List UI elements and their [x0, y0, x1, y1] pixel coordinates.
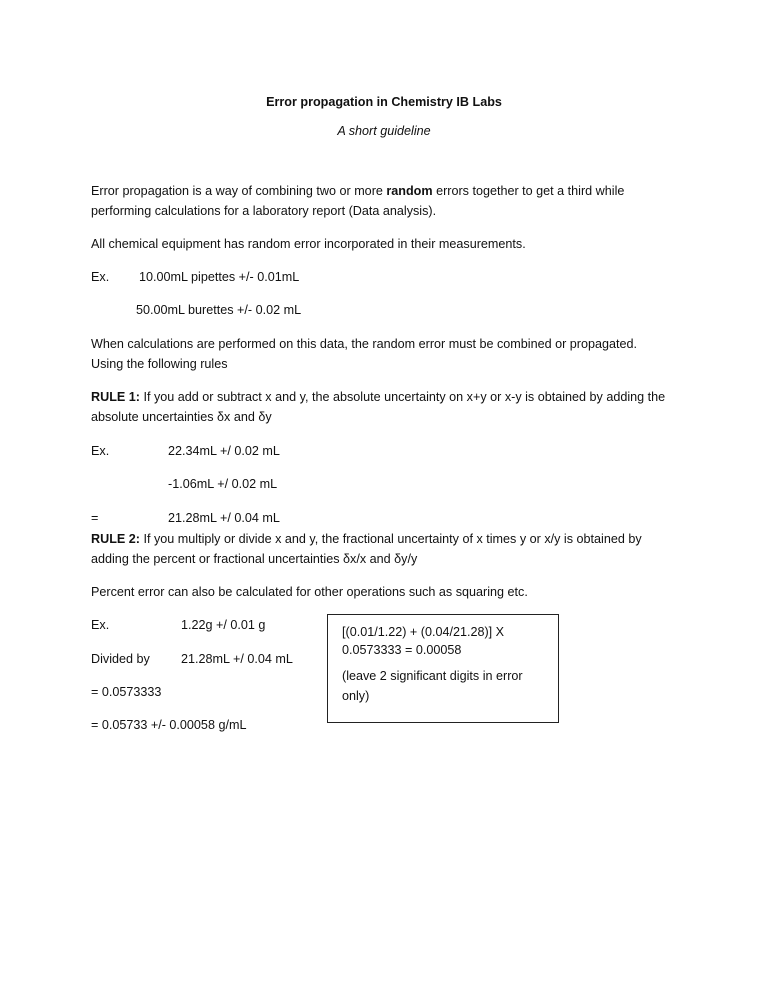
calculation-box — [327, 614, 559, 723]
percent-note: Percent error can also be calculated for other operations such as squaring etc. — [91, 585, 528, 599]
rule1-example-value-0: 22.34mL +/ 0.02 mL — [168, 444, 280, 458]
rule2-line-2: adding the percent or fractional uncertainties δx/x and δy/y — [91, 552, 418, 566]
rule2-result-raw: = 0.0573333 — [91, 685, 162, 699]
rule1-text: If you add or subtract x and y, the absolute uncertainty on x+y or x-y is obtained by adding the — [139, 390, 666, 404]
equipment-example-label: Ex. — [91, 270, 110, 284]
rule1-example-label-0: Ex. — [91, 444, 110, 458]
equipment-item-pipette: 10.00mL pipettes +/- 0.01mL — [139, 270, 300, 284]
box-line-3: (leave 2 significant digits in error — [342, 669, 523, 683]
rule1-label: RULE 1: — [91, 390, 140, 404]
rule1-line-1 — [91, 389, 665, 405]
document-title: Error propagation in Chemistry IB Labs — [266, 95, 502, 109]
document-subtitle: A short guideline — [337, 124, 431, 138]
box-line-1: [(0.01/1.22) + (0.04/21.28)] X — [342, 625, 505, 639]
intro-line-1 — [91, 183, 624, 199]
rule2-example-label-1: Divided by — [91, 652, 150, 666]
rule2-example-value-1: 21.28mL +/ 0.04 mL — [181, 652, 293, 666]
rule2-label: RULE 2: — [91, 532, 140, 546]
intro-text-part2: errors together to get a third while — [432, 184, 625, 198]
box-line-2: 0.0573333 = 0.00058 — [342, 643, 462, 657]
rule2-result-final: = 0.05733 +/- 0.00058 g/mL — [91, 718, 247, 732]
rule2-text: If you multiply or divide x and y, the fractional uncertainty of x times y or x/y is obtained by — [139, 532, 642, 546]
calculations-note-line-1: When calculations are performed on this data, the random error must be combined or propagated. — [91, 337, 638, 351]
intro-bold-random: random — [386, 184, 433, 198]
intro-text-part1: Error propagation is a way of combining two or more — [91, 184, 387, 198]
rule1-example-value-2: 21.28mL +/ 0.04 mL — [168, 511, 280, 525]
calculations-note-line-2: Using the following rules — [91, 357, 228, 371]
rule1-example-label-2: = — [91, 511, 99, 525]
rule2-example-value-0: 1.22g +/ 0.01 g — [181, 618, 266, 632]
rule2-example-label-0: Ex. — [91, 618, 110, 632]
intro-line-2: performing calculations for a laboratory report (Data analysis). — [91, 204, 437, 218]
rule2-line-1 — [91, 531, 642, 547]
equipment-item-burette: 50.00mL burettes +/- 0.02 mL — [136, 303, 302, 317]
box-line-4: only) — [342, 689, 370, 703]
equipment-note: All chemical equipment has random error incorporated in their measurements. — [91, 237, 526, 251]
rule1-line-2: absolute uncertainties δx and δy — [91, 410, 272, 424]
rule1-example-value-1: -1.06mL +/ 0.02 mL — [168, 477, 278, 491]
